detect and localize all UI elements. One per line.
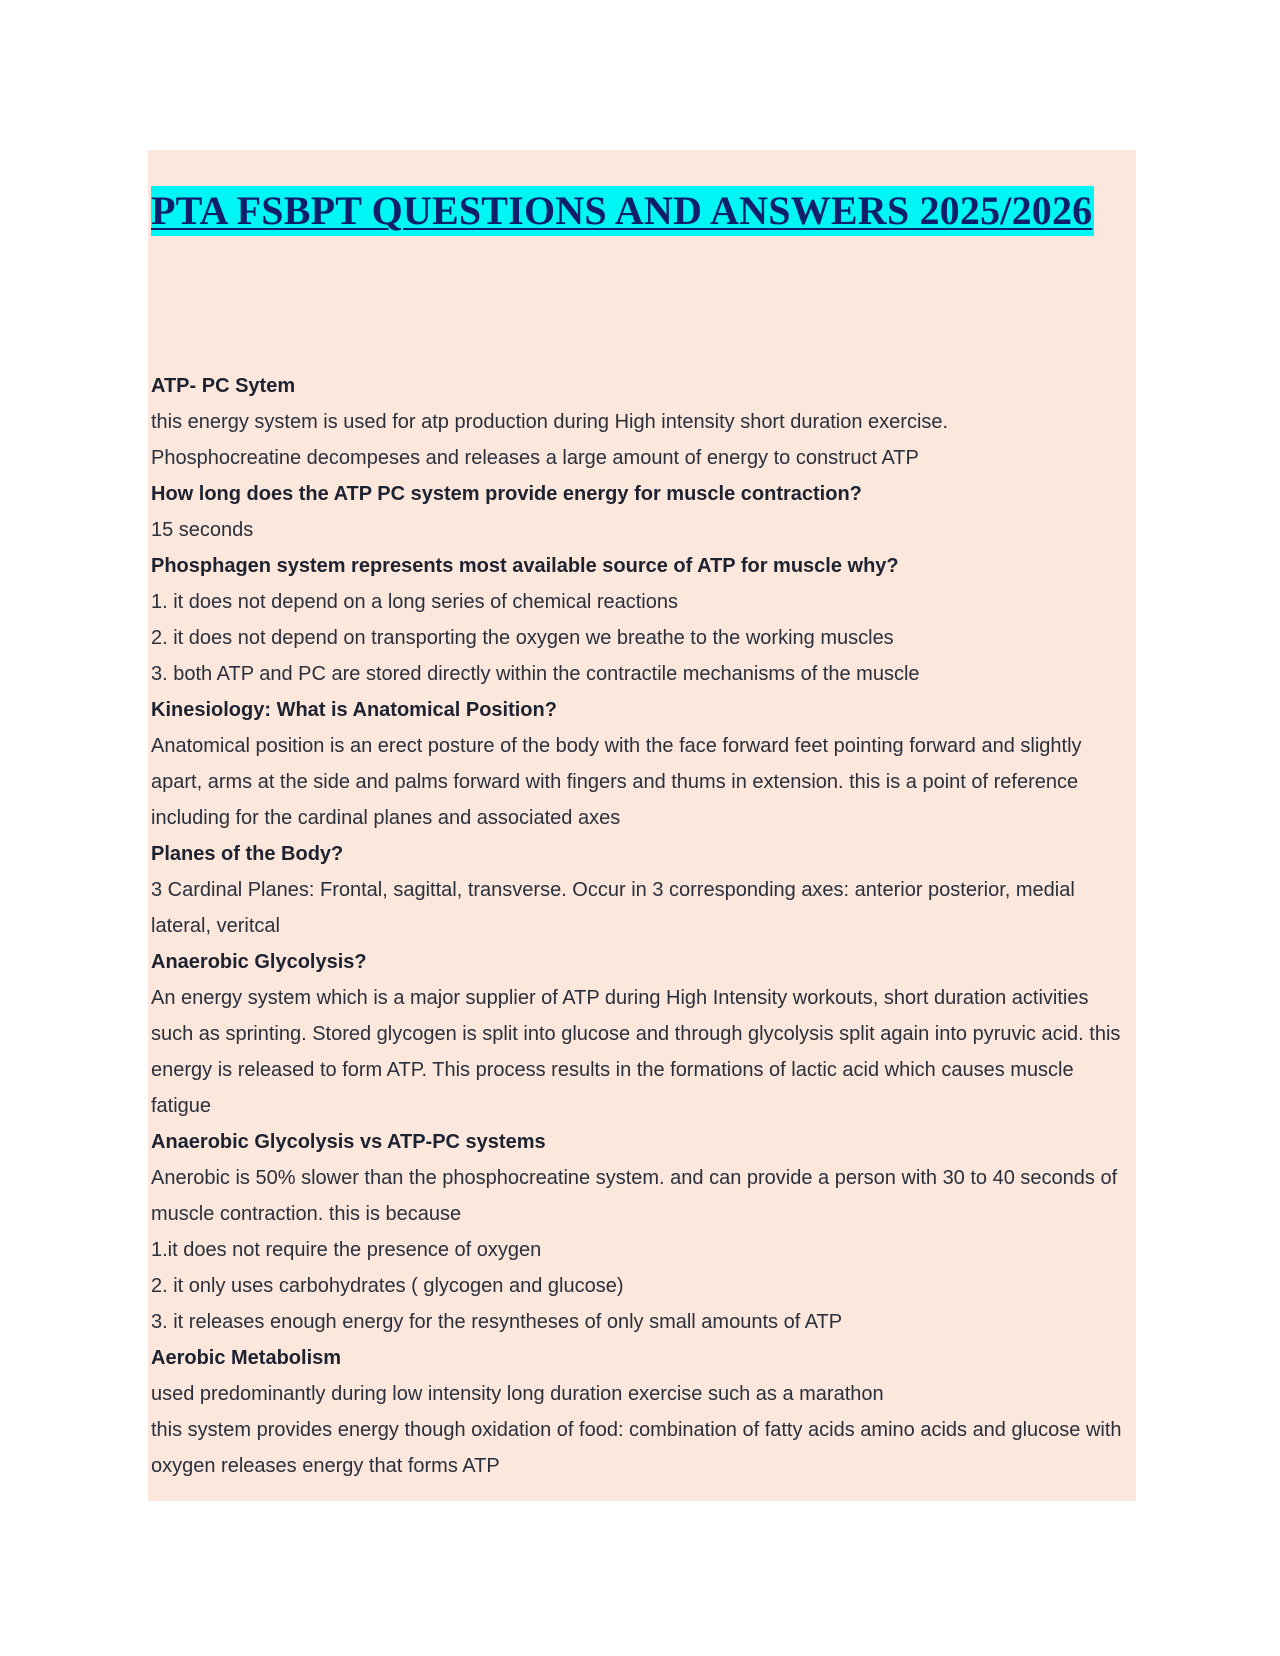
answer-line: 2. it only uses carbohydrates ( glycogen and glucose) bbox=[151, 1275, 624, 1297]
answer-paragraph: Anatomical position is an erect posture of the body with the face forward feet pointing forward and slightly apart, arms at the side and palms forward with fingers and thums in extension. this is a point of reference including for the cardinal planes and associated axes bbox=[151, 735, 1088, 829]
answer-line: 15 seconds bbox=[151, 519, 254, 541]
question-heading: How long does the ATP PC system provide energy for muscle contraction? bbox=[151, 483, 862, 505]
document-page bbox=[148, 150, 1136, 1501]
answer-line: 1.it does not require the presence of oxygen bbox=[151, 1239, 542, 1261]
question-heading: ATP- PC Sytem bbox=[151, 375, 296, 397]
question-heading: Aerobic Metabolism bbox=[151, 1347, 342, 1369]
answer-line: used predominantly during low intensity long duration exercise such as a marathon bbox=[151, 1383, 884, 1405]
document-title: PTA FSBPT QUESTIONS AND ANSWERS 2025/2026 bbox=[151, 186, 1094, 236]
answer-line: 1. it does not depend on a long series of chemical reactions bbox=[151, 591, 678, 613]
question-heading: Phosphagen system represents most available source of ATP for muscle why? bbox=[151, 555, 899, 577]
question-heading: Anaerobic Glycolysis vs ATP-PC systems bbox=[151, 1131, 546, 1153]
answer-paragraph: An energy system which is a major supplier of ATP during High Intensity workouts, short duration activities such as sprinting. Stored glycogen is split into glucose and through glycolysis split again into pyruvic acid. this energy is released to form ATP. This process results in the formations of lactic acid which causes muscle fatigue bbox=[151, 987, 1126, 1117]
question-heading: Planes of the Body? bbox=[151, 843, 344, 865]
answer-line: 3. it releases enough energy for the resyntheses of only small amounts of ATP bbox=[151, 1311, 843, 1333]
question-heading: Anaerobic Glycolysis? bbox=[151, 951, 367, 973]
answer-line: Phosphocreatine decompeses and releases a large amount of energy to construct ATP bbox=[151, 447, 919, 469]
question-heading: Kinesiology: What is Anatomical Position? bbox=[151, 699, 557, 721]
qa-content bbox=[151, 368, 1131, 1484]
answer-line: 2. it does not depend on transporting the oxygen we breathe to the working muscles bbox=[151, 627, 894, 649]
answer-paragraph: Anerobic is 50% slower than the phosphocreatine system. and can provide a person with 30 to 40 seconds of muscle contraction. this is because bbox=[151, 1167, 1123, 1225]
answer-paragraph: this system provides energy though oxidation of food: combination of fatty acids amino acids and glucose with oxygen releases energy that forms ATP bbox=[151, 1419, 1128, 1477]
answer-line: 3. both ATP and PC are stored directly within the contractile mechanisms of the muscle bbox=[151, 663, 920, 685]
answer-paragraph: 3 Cardinal Planes: Frontal, sagittal, transverse. Occur in 3 corresponding axes: anterior posterior, medial lateral, veritcal bbox=[151, 879, 1081, 937]
answer-line: this energy system is used for atp production during High intensity short duration exercise. bbox=[151, 411, 949, 433]
